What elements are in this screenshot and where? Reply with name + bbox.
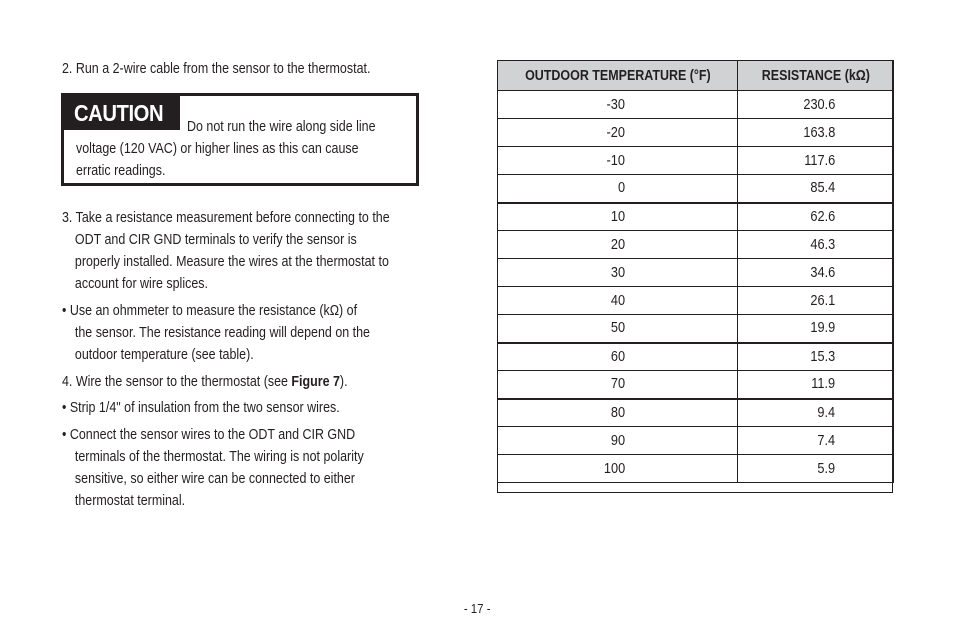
bullet-ohmmeter-line-3: outdoor temperature (see table). — [74, 347, 254, 363]
temperature-cell: 60 — [498, 343, 738, 371]
resistance-cell: 230.6 — [738, 91, 894, 119]
resistance-cell: 34.6 — [738, 259, 894, 287]
table-row — [498, 231, 894, 259]
caution-label: CAUTION — [64, 96, 180, 130]
temperature-cell: 10 — [498, 203, 738, 231]
resistance-cell: 163.8 — [738, 119, 894, 147]
table-row — [498, 371, 894, 399]
bullet-connect-line-4: thermostat terminal. — [74, 493, 186, 509]
resistance-cell: 117.6 — [738, 147, 894, 175]
step-4 — [62, 371, 394, 393]
table-row — [498, 203, 894, 231]
resistance-cell: 19.9 — [738, 315, 894, 343]
temperature-cell: 100 — [498, 455, 738, 483]
bullet-ohmmeter-line-2: the sensor. The resistance reading will depend on the — [74, 325, 370, 341]
bullet-connect-line-2: terminals of the thermostat. The wiring is not polarity — [74, 449, 364, 465]
table-header-row — [498, 61, 894, 91]
resistance-cell: 9.4 — [738, 399, 894, 427]
resistance-cell: 11.9 — [738, 371, 894, 399]
bullet-strip — [62, 397, 385, 419]
resistance-cell: 85.4 — [738, 175, 894, 203]
table-row — [498, 455, 894, 483]
resistance-cell: 46.3 — [738, 231, 894, 259]
step-3-line-2: ODT and CIR GND terminals to verify the sensor is — [74, 232, 357, 248]
step-3-line-4: account for wire splices. — [74, 276, 208, 292]
table-row — [498, 91, 894, 119]
table-row — [498, 399, 894, 427]
bullet-ohmmeter — [62, 300, 420, 366]
caution-text-line-3: erratic readings. — [76, 163, 166, 179]
resistance-cell: 15.3 — [738, 343, 894, 371]
bullet-strip-line: • Strip 1/4" of insulation from the two sensor wires. — [62, 400, 340, 416]
table-row — [498, 315, 894, 343]
step-2-text: 2. Run a 2-wire cable from the sensor to the thermostat. — [62, 61, 371, 77]
table-row — [498, 427, 894, 455]
table-body — [498, 91, 894, 483]
caution-text-line-1: Do not run the wire along side line — [187, 119, 376, 135]
temperature-cell: 0 — [498, 175, 738, 203]
bullet-connect-line-3: sensitive, so either wire can be connected to either — [74, 471, 355, 487]
bullet-connect-line-1: • Connect the sensor wires to the ODT and CIR GND — [62, 427, 356, 443]
temperature-cell: 70 — [498, 371, 738, 399]
temperature-cell: 30 — [498, 259, 738, 287]
step-3-line-1: 3. Take a resistance measurement before connecting to the — [62, 210, 390, 226]
table-row — [498, 343, 894, 371]
step-4-line: 4. Wire the sensor to the thermostat (see Figure 7). — [62, 374, 348, 390]
temperature-cell: 90 — [498, 427, 738, 455]
table-row — [498, 175, 894, 203]
page-number: - 17 - — [463, 601, 491, 616]
bullet-ohmmeter-line-1: • Use an ohmmeter to measure the resistance (kΩ) of — [62, 303, 358, 319]
resistance-cell: 62.6 — [738, 203, 894, 231]
table-row — [498, 147, 894, 175]
table-row — [498, 259, 894, 287]
caution-box — [61, 93, 419, 186]
temperature-cell: 40 — [498, 287, 738, 315]
figure-7-reference: Figure 7 — [291, 374, 340, 390]
resistance-table — [497, 60, 894, 483]
table-row — [498, 287, 894, 315]
bullet-connect — [62, 424, 413, 512]
resistance-cell: 7.4 — [738, 427, 894, 455]
resistance-cell: 5.9 — [738, 455, 894, 483]
temperature-cell: -20 — [498, 119, 738, 147]
header-resistance: RESISTANCE (kΩ) — [738, 61, 894, 91]
resistance-cell: 26.1 — [738, 287, 894, 315]
header-outdoor-temperature: OUTDOOR TEMPERATURE (°F) — [498, 61, 738, 91]
temperature-cell: -10 — [498, 147, 738, 175]
temperature-cell: 80 — [498, 399, 738, 427]
caution-text-line-2: voltage (120 VAC) or higher lines as this can cause — [76, 141, 359, 157]
temperature-cell: -30 — [498, 91, 738, 119]
step-3 — [62, 207, 443, 295]
table-row — [498, 119, 894, 147]
temperature-cell: 50 — [498, 315, 738, 343]
step-3-line-3: properly installed. Measure the wires at the thermostat to — [74, 254, 389, 270]
temperature-cell: 20 — [498, 231, 738, 259]
